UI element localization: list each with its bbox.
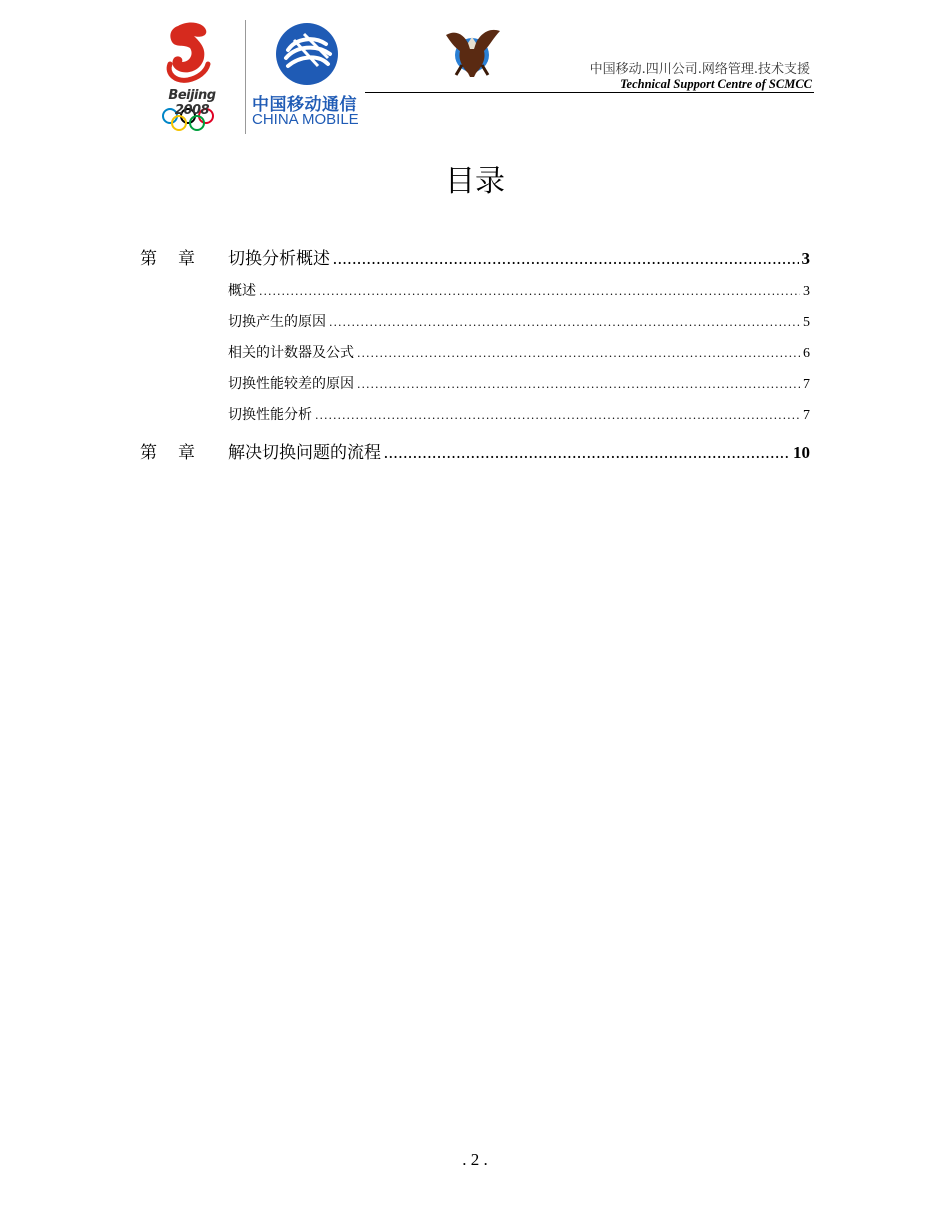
china-mobile-cn-text: 中国移动通信 [252,95,357,115]
page-footer-number: . 2 . [462,1150,488,1169]
header-org-cn: 中国移动.四川公司.网络管理.技术支援 [589,62,810,77]
toc-section-1-1[interactable] [140,280,810,300]
logo-divider [245,20,246,134]
toc-section-1-3[interactable] [140,342,810,362]
eagle-icon [442,25,504,79]
toc-entry-label: 切换产生的原因 [228,314,326,330]
chapter-prefix: 第 章 [140,249,195,269]
toc-entry-label: 切换性能分析 [228,407,312,423]
beijing-2008-logo [148,18,234,132]
header-org-en: Technical Support Centre of SCMCC [620,77,812,91]
toc-leader-dots [357,347,800,360]
eagle-logo [442,25,504,79]
toc-page-number: 7 [803,377,810,392]
china-mobile-en-text: CHINA MOBILE [252,111,359,128]
chapter-prefix: 第 章 [140,443,195,463]
toc-page-number: 7 [803,408,810,423]
toc-leader-dots [333,254,799,267]
toc-section-1-5[interactable] [140,404,810,424]
beijing-logo-text: Beijing 2008 [168,88,216,118]
toc-leader-dots [357,378,800,391]
toc-leader-dots [329,316,800,329]
toc-chapter-1[interactable] [140,244,810,269]
page-header [0,0,950,170]
china-mobile-emblem-icon [274,22,344,88]
china-mobile-logo [252,22,367,132]
toc-leader-dots [259,285,800,298]
toc-entry-label: 相关的计数器及公式 [228,345,354,361]
toc-section-1-2[interactable] [140,311,810,331]
toc-title: 目录 [445,164,505,199]
header-rule [365,92,814,93]
toc-chapter-2[interactable] [140,438,810,463]
toc-entry-label: 切换性能较差的原因 [228,376,354,392]
toc-page-number: 6 [803,346,810,361]
toc-section-1-4[interactable] [140,373,810,393]
toc-entry-label: 切换分析概述 [228,249,330,269]
toc-leader-dots [384,448,790,461]
toc-entry-label: 解决切换问题的流程 [228,443,381,463]
toc-entry-label: 概述 [228,283,256,299]
toc-page-number: 3 [801,249,810,268]
toc-leader-dots [315,409,800,422]
toc-page-number: 3 [803,284,810,299]
toc-page-number: 10 [793,443,810,462]
toc-page-number: 5 [803,315,810,330]
